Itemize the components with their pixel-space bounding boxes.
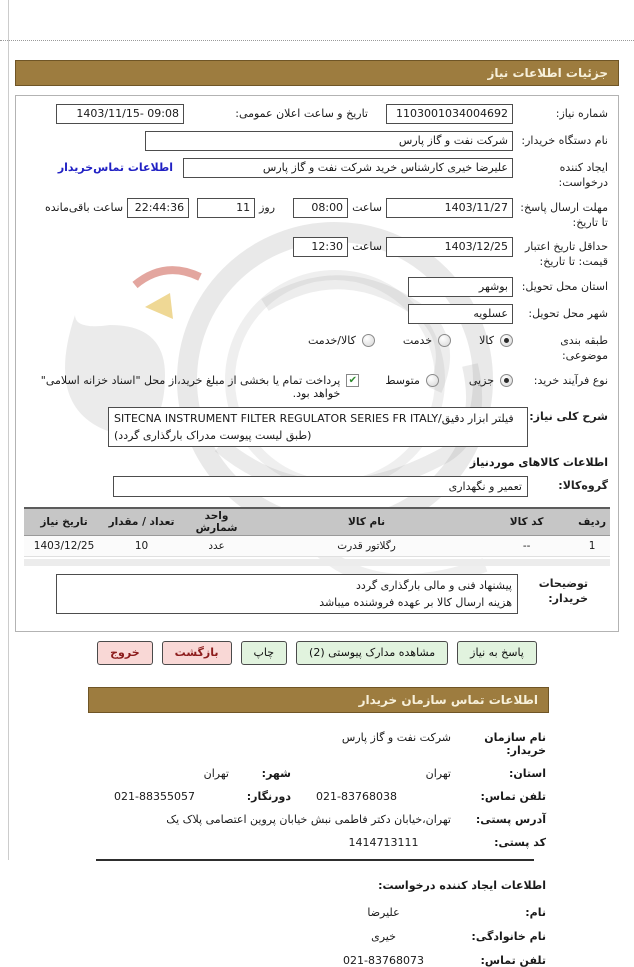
- buyer-notes-line1: پیشنهاد فنی و مالی بارگذاری گردد: [356, 578, 512, 592]
- row-subject-classification: [26, 331, 608, 364]
- row-address: [0, 813, 546, 826]
- need-description-fa: فیلتر ابزار دقیق (طبق لیست پیوست مدراک بارگذاری گردد): [114, 411, 514, 442]
- top-spacer: [0, 0, 634, 60]
- col-gap: [291, 767, 316, 780]
- org-contact-section-title: اطلاعات تماس سازمان خریدار: [358, 692, 538, 707]
- creator-phone-label: تلفن تماس:: [480, 953, 546, 967]
- row-creator-phone: [0, 954, 546, 967]
- delivery-province-field[interactable]: بوشهر: [408, 277, 513, 297]
- reply-hour-label: ساعت: [352, 200, 382, 214]
- fax-value: 021-88355057: [114, 789, 195, 803]
- cell-need-date: 1403/12/25: [24, 535, 104, 556]
- subject-option-goods-label: کالا: [479, 334, 494, 348]
- col-gap: [291, 790, 316, 803]
- time-remaining-field: 22:44:36: [127, 198, 189, 218]
- postal-code-label: کد پستی:: [494, 835, 546, 849]
- last-name-label: نام خانوادگی:: [471, 929, 546, 943]
- back-button[interactable]: بازگشت: [162, 641, 232, 665]
- reply-to-need-button[interactable]: پاسخ به نیاز: [457, 641, 537, 665]
- province-value: تهران: [425, 766, 451, 780]
- goods-table-footer-strip: [24, 559, 610, 566]
- col-code: کد کالا: [479, 508, 574, 536]
- details-section-title: جزئیات اطلاعات نیاز: [487, 66, 608, 80]
- need-details-form: [15, 95, 619, 632]
- need-number-label: شماره نیاز:: [555, 107, 608, 120]
- fax-label: دورنگار:: [246, 789, 291, 803]
- col-unit: واحد شمارش: [179, 508, 254, 536]
- row-delivery-city: [26, 304, 608, 324]
- radio-selected-icon[interactable]: [500, 374, 513, 387]
- buyer-contact-link[interactable]: اطلاعات تماس‌خریدار: [57, 161, 173, 174]
- goods-group-field[interactable]: تعمیر و نگهداری: [113, 476, 528, 497]
- row-org-name: [0, 731, 546, 757]
- row-buyer-notes: [26, 574, 608, 614]
- row-first-name: [0, 906, 546, 919]
- day-label: روز: [259, 200, 276, 214]
- days-remaining-field: 11: [197, 198, 255, 218]
- goods-table-row[interactable]: [24, 535, 610, 556]
- process-option-minor[interactable]: [469, 371, 513, 387]
- goods-info-title: اطلاعات کالاهای موردنیاز: [469, 455, 608, 469]
- price-validity-label: حداقل تاریخ اعتبار قیمت: تا تاریخ:: [524, 240, 608, 269]
- row-need-description: [26, 407, 608, 447]
- exit-button[interactable]: خروج: [97, 641, 153, 665]
- process-type-label: نوع فرآیند خرید:: [533, 373, 608, 387]
- buyer-device-label: نام دستگاه خریدار:: [521, 134, 608, 147]
- subject-option-service[interactable]: [403, 331, 451, 347]
- row-buyer-device: [26, 131, 608, 151]
- reply-deadline-label: مهلت ارسال پاسخ: تا تاریخ:: [520, 200, 608, 229]
- subject-option-service-label: خدمت: [402, 334, 433, 348]
- reply-deadline-time-field[interactable]: 08:00: [293, 198, 348, 218]
- province-label: استان:: [509, 766, 546, 780]
- org-phone-label: تلفن تماس:: [480, 789, 546, 803]
- subject-option-goods-service[interactable]: [308, 331, 375, 347]
- org-phone-value: 021-83768038: [316, 789, 397, 803]
- radio-selected-icon[interactable]: [500, 334, 513, 347]
- need-description-label: شرح کلی نیاز:: [529, 409, 608, 423]
- address-value: تهران،خیابان دکتر فاطمی نبش خیابان پروین اعتصامی پلاک یک: [166, 812, 451, 826]
- col-name: نام کالا: [254, 508, 479, 536]
- creator-phone-value: 021-83768073: [343, 953, 424, 967]
- org-name-label: نام سازمان خریدار:: [484, 730, 546, 757]
- row-postal-code: [0, 836, 546, 849]
- delivery-city-field[interactable]: عسلویه: [408, 304, 513, 324]
- buyer-notes-field[interactable]: [56, 574, 518, 614]
- buyer-device-field[interactable]: شرکت نفت و گاز پارس: [145, 131, 513, 151]
- radio-icon[interactable]: [438, 334, 451, 347]
- radio-icon[interactable]: [426, 374, 439, 387]
- details-section-header: [15, 60, 619, 86]
- announce-datetime-field[interactable]: 1403/11/15- 09:08: [56, 104, 184, 124]
- last-name-value: خیری: [371, 929, 396, 943]
- action-buttons: [0, 641, 634, 665]
- row-process-type: [26, 371, 608, 400]
- need-description-field[interactable]: [108, 407, 528, 447]
- address-label: آدرس پستی:: [475, 812, 546, 826]
- process-option-medium[interactable]: [385, 371, 439, 387]
- radio-icon[interactable]: [362, 334, 375, 347]
- row-last-name: [0, 930, 546, 943]
- request-creator-field[interactable]: علیرضا خیری کارشناس خرید شرکت نفت و گاز پارس: [183, 158, 513, 178]
- process-option-medium-label: متوسط: [385, 373, 420, 387]
- checkbox-checked-icon[interactable]: ✔: [346, 374, 359, 387]
- row-request-creator: [26, 158, 608, 191]
- price-validity-hour-label: ساعت: [352, 240, 382, 254]
- cell-unit: عدد: [179, 535, 254, 556]
- row-goods-info-title: [26, 456, 608, 469]
- row-goods-group: [26, 476, 608, 497]
- reply-deadline-date-field[interactable]: 1403/11/27: [386, 198, 513, 218]
- row-price-validity: [26, 237, 608, 270]
- announce-datetime-label: تاریخ و ساعت اعلان عمومی:: [235, 107, 368, 120]
- price-validity-date-field[interactable]: 1403/12/25: [386, 237, 513, 257]
- cell-qty: 10: [104, 535, 179, 556]
- row-delivery-province: [26, 277, 608, 297]
- cell-code: --: [479, 535, 574, 556]
- need-number-field[interactable]: 1103001034004692: [386, 104, 513, 124]
- subject-option-goods-service-label: کالا/خدمت: [308, 334, 356, 348]
- org-contact-section-header: [88, 687, 549, 713]
- col-need-date: تاریخ نیاز: [24, 508, 104, 536]
- request-creator-label: ایجاد کننده درخواست:: [558, 161, 608, 189]
- process-option-minor-label: جزیی: [468, 373, 494, 387]
- buyer-notes-label: توضیحات خریدار:: [538, 576, 588, 605]
- goods-table-header-row: [24, 508, 610, 536]
- creator-section-title: اطلاعات ایجاد کننده درخواست:: [378, 878, 546, 892]
- city-value: تهران: [203, 766, 229, 780]
- first-name-label: نام:: [525, 905, 546, 919]
- first-name-value: علیرضا: [367, 905, 400, 919]
- col-qty: تعداد / مقدار: [104, 508, 179, 536]
- row-phone-fax: [0, 790, 546, 803]
- goods-table: [24, 507, 610, 557]
- remaining-hours-label: ساعت باقی‌مانده: [45, 200, 124, 214]
- subject-classification-label: طبقه بندی موضوعی:: [560, 334, 608, 362]
- view-attached-docs-button[interactable]: مشاهده مدارک پیوستی (2): [296, 641, 448, 665]
- org-name-value: شرکت نفت و گاز پارس: [341, 730, 451, 744]
- org-contact-section: [0, 731, 634, 849]
- print-button[interactable]: چاپ: [241, 641, 288, 665]
- delivery-province-label: استان محل تحویل:: [521, 280, 608, 294]
- col-row: ردیف: [574, 508, 610, 536]
- delivery-city-label: شهر محل تحویل:: [528, 307, 608, 321]
- buyer-notes-line2: هزینه ارسال کالا بر عهده فروشنده میباشد: [319, 595, 512, 609]
- need-description-en: SITECNA INSTRUMENT FILTER REGULATOR SERIES FR ITALY/: [114, 411, 442, 425]
- treasury-note-label: پرداخت تمام یا بخشی از مبلغ خرید،از محل "اسناد خزانه اسلامی" خواهد بود.: [40, 373, 341, 400]
- row-reply-deadline: [26, 198, 608, 231]
- row-province-city: [0, 767, 546, 780]
- postal-code-value: 1414713111: [348, 835, 419, 849]
- subject-option-goods[interactable]: [479, 331, 513, 347]
- cell-row: 1: [574, 535, 610, 556]
- city-label: شهر:: [261, 766, 291, 780]
- price-validity-time-field[interactable]: 12:30: [293, 237, 348, 257]
- goods-group-label: گروه‌کالا:: [558, 478, 608, 492]
- cell-name: رگلاتور قدرت: [254, 535, 479, 556]
- row-need-number: [26, 104, 608, 124]
- treasury-checkbox-option[interactable]: [26, 371, 359, 400]
